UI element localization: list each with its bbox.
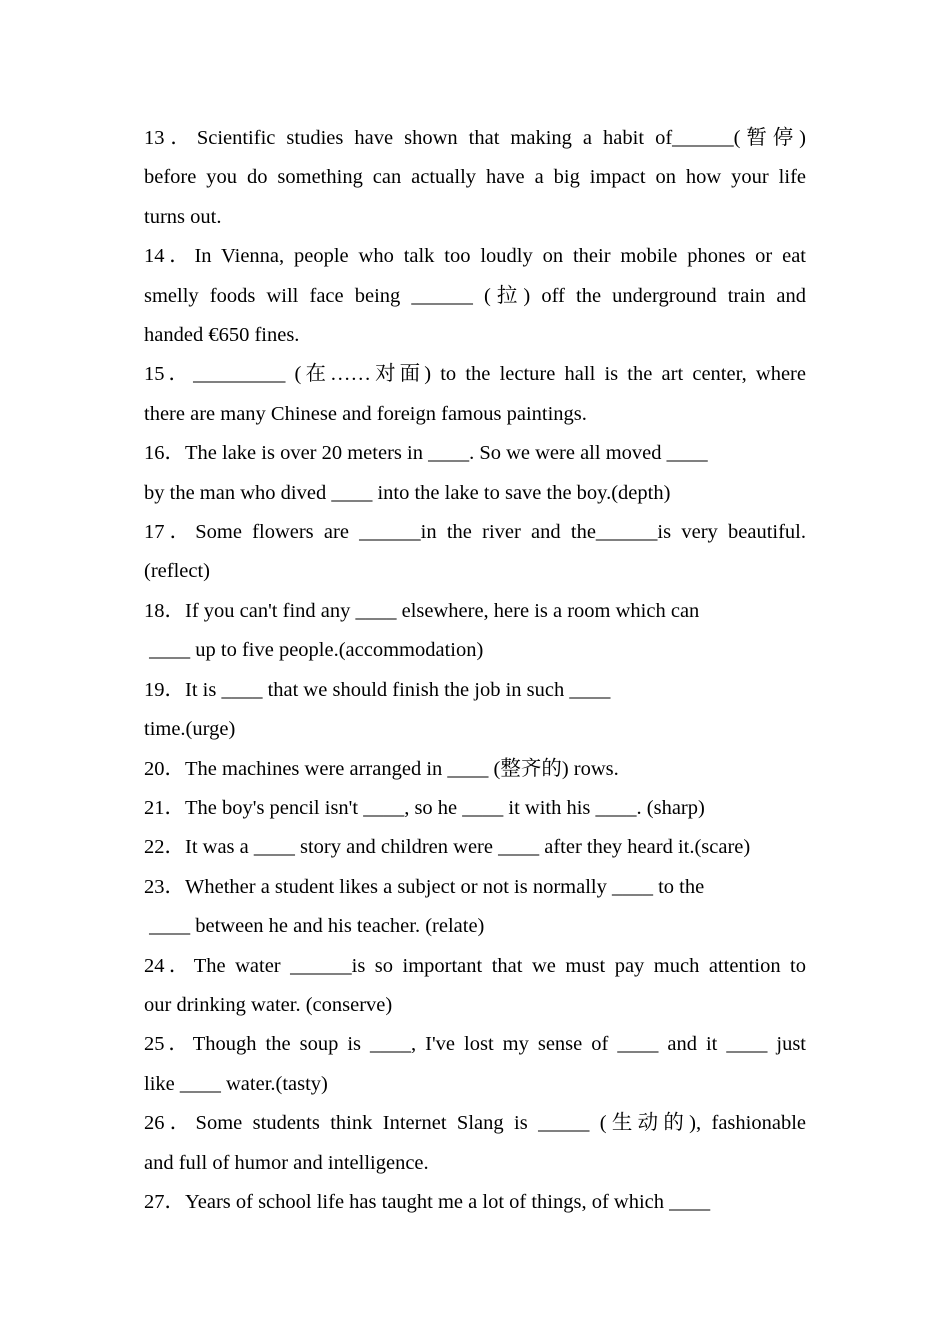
question-20 [144,750,806,789]
question-number: 13． [144,127,197,149]
question-21 [144,789,806,828]
question-19 [144,671,806,750]
question-text: ____ up to five people.(accommodation) [144,639,484,662]
question-text: The water ______is so important that we must pay much attention to [193,954,807,977]
question-text: time.(urge) [144,718,236,741]
question-13 [144,119,806,237]
question-text: The boy's pencil isn't ____, so he ____ it with his ____. (sharp) [185,796,705,819]
question-number: 23． [144,875,185,898]
question-14 [144,237,806,355]
question-number: 17． [144,521,196,544]
question-text: like ____ water.(tasty) [144,1072,328,1095]
question-number: 16． [144,442,185,465]
question-23 [144,868,806,947]
question-number: 20． [144,757,185,780]
question-text: Some students think Internet Slang is _____ (生动的), fashionable [195,1112,806,1135]
question-25 [144,1025,806,1104]
question-number: 24． [144,954,194,977]
question-text: It was a ____ story and children were ____ after they heard it.(scare) [185,836,751,859]
question-18 [144,592,806,671]
question-number: 27． [144,1190,185,1213]
question-number: 15． [144,363,194,386]
question-text: turns out. [144,205,222,228]
question-number: 19． [144,678,185,701]
question-text: It is ____ that we should finish the job in such ____ [185,678,611,701]
question-26 [144,1104,806,1183]
question-text: handed €650 fines. [144,324,300,347]
question-27 [144,1183,806,1222]
question-text: Though the soup is ____, I've lost my sense of ____ and it ____ just [192,1033,806,1056]
question-text: before you do something can actually have a big impact on how your life [144,166,806,189]
question-text: Scientific studies have shown that making a habit of______(暂停) [196,127,807,149]
question-text: (reflect) [144,560,210,583]
question-text: In Vienna, people who talk too loudly on their mobile phones or eat [194,245,806,268]
question-text: and full of humor and intelligence. [144,1151,429,1174]
question-16 [144,434,806,513]
question-number: 25． [144,1033,193,1056]
question-number: 18． [144,599,185,622]
question-22 [144,828,806,867]
question-text: The lake is over 20 meters in ____. So we were all moved ____ [185,442,708,465]
question-number: 21． [144,796,185,819]
question-text: Whether a student likes a subject or not is normally ____ to the [185,875,705,898]
question-number: 26． [144,1112,196,1135]
question-number: 22． [144,836,185,859]
question-text: If you can't find any ____ elsewhere, here is a room which can [185,599,700,622]
question-text: by the man who dived ____ into the lake to save the boy.(depth) [144,481,671,504]
question-text: ____ between he and his teacher. (relate) [144,915,485,938]
question-text: Some flowers are ______in the river and the______is very beautiful. [195,521,806,544]
question-text: Years of school life has taught me a lot of things, of which ____ [185,1190,711,1213]
question-number: 14． [144,245,195,268]
question-24 [144,947,806,1026]
question-17 [144,513,806,592]
question-text: The machines were arranged in ____ (整齐的) rows. [185,757,619,780]
document-page [144,119,806,1222]
question-text: our drinking water. (conserve) [144,993,393,1016]
question-text: _________ (在……对面) to the lecture hall is the art center, where [193,363,806,386]
question-15 [144,355,806,434]
question-text: there are many Chinese and foreign famous paintings. [144,402,587,425]
question-text: smelly foods will face being ______ (拉) off the underground train and [144,284,806,307]
